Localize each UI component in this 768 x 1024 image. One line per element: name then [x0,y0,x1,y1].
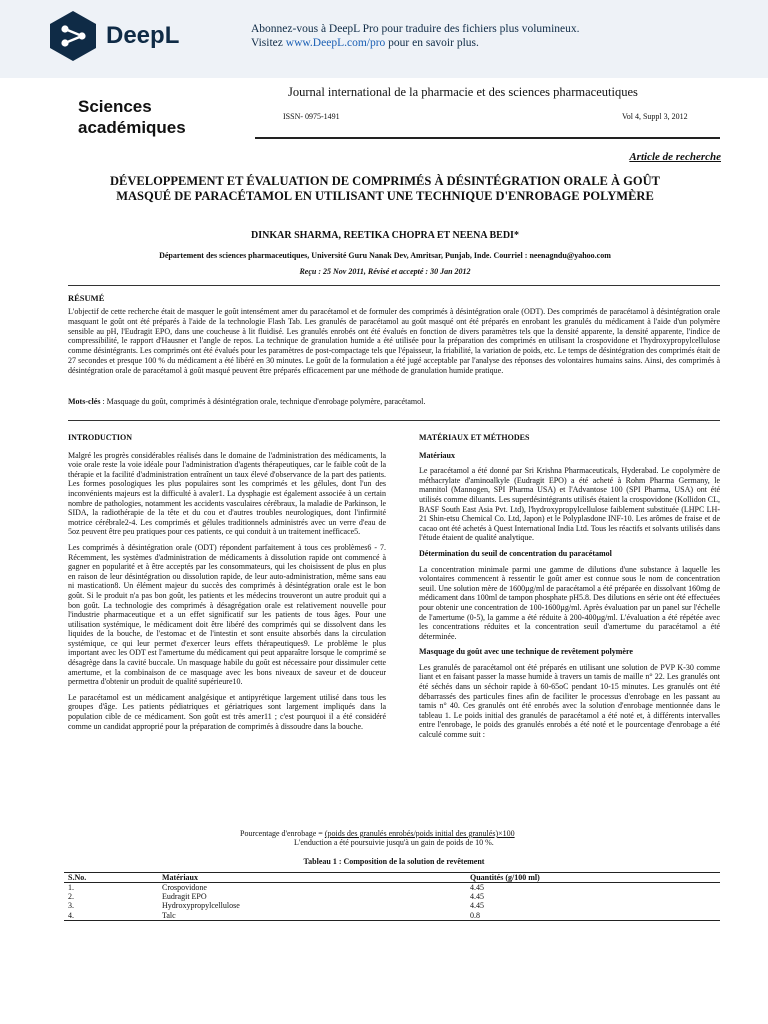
intro-paragraph-3: Le paracétamol est un médicament analgésique et antipyrétique largement utilisé dans tous les groupes d'âge. Les patients pédiatriques et gériatriques sont largement impliqués dans la population cible de ce médicament. Son goût est très amer11 ; c'est pourquoi il a été considéré comme un candidat approprié pour la préparation de comprimés à dissoudre dans la bouche. [68,692,386,731]
affiliation: Département des sciences pharmaceutiques, Université Guru Nanak Dev, Amritsar, Punjab, Inde. Courriel : neenagndu@yahoo.com [159,251,611,260]
coating-composition-table [64,872,720,921]
table-cell-quantity: 0.8 [470,910,480,920]
table-cell-material: Eudragit EPO [162,892,207,902]
table-cell-material: Hydroxypropylcellulose [162,901,240,911]
table-cell-quantity: 4.45 [470,883,484,892]
journal-name: Journal international de la pharmacie et des sciences pharmaceutiques [288,85,638,99]
table-header-quantity: Quantités (g/100 ml) [466,873,720,883]
banner-line-2-suffix: pour en savoir plus. [385,37,479,49]
table-row [64,901,720,910]
formula-note: L'enduction a été poursuivie jusqu'à un gain de poids de 10 %. [294,838,494,847]
threshold-subheading: Détermination du seuil de concentration du paracétamol [419,548,612,558]
formula-label: Pourcentage d'enrobage = [240,829,325,838]
intro-paragraph-2: Les comprimés à désintégration orale (ODT) répondent parfaitement à tous ces problèmes6 - 7. Récemment, les systèmes d'administration de médicaments à dissolution rapide ont commencé à gagner en popularité et à être acceptés par les consommateurs, qui les choisissent de plus en plus en raison de leur désintégration ou dissolution rapide, de leur auto-administration, même sans eau ni mastication8. Un élément majeur du succès des comprimés à désintégration orale est le bon goût. Si le produit n'a pas bon goût, les patients et les médecins trouveront un autre produit qui a bon goût. La technologie des comprimés à désagrégation orale est relativement nouvelle pour l'industrie pharmaceutique et a un effet significatif sur les patients de tous âges. Pour une utilisation systémique, le médicament doit être libéré des comprimés qui se dissolvent dans les liquides de la bouche, de l'estomac et de l'intestin et sont ensuite absorbés dans la circulation systémique, ce qui leur permet d'exercer leurs effets thérapeutiques9. Le problème le plus important avec les ODT est l'amertume du médicament qui peut apparaître lorsque le comprimé se désagrège dans la cavité buccale. Un masquage habile du goût est nécessaire pour dissimuler cette amertume, et la combinaison de ce masquage avec les bons niveaux de saveur et de douceur permettra d'obtenir un produit de qualité supérieure10. [68,542,386,687]
deepl-logo-icon [48,10,98,62]
table-row [64,892,720,901]
title-line-2: MASQUÉ DE PARACÉTAMOL EN UTILISANT UNE TECHNIQUE D'ENROBAGE POLYMÈRE [116,189,654,203]
table-cell-material: Crospovidone [162,883,207,892]
banner-message [251,22,580,50]
banner-line-2 [251,36,580,50]
volume-info: Vol 4, Suppl 3, 2012 [622,112,688,121]
keywords-label: Mots-clés [68,397,101,406]
abstract-text: L'objectif de cette recherche était de masquer le goût intensément amer du paracétamol et de formuler des comprimés à désintégration orale (ODT). Des comprimés de paracétamol à désintégration orale masquant le goût ont été préparés à l'aide de la technologie Flash Tab. Les granulés de paracétamol au goût masqué ont été préparés en enrobant les granulés du médicament à l'aide d'un polymère sensible au pH, l'Eudragit EPO, dans une coucheuse à lit fluidisé. Les granulés enrobés ont été évalués en fonction de divers paramètres tels que la densité apparente, la densité apparente, l'indice de compressibilité, le rapport d'Hausner et l'angle de repos. La technique de granulation humide a été utilisée pour la préparation des comprimés en utilisant la crospovidone et l'hydroxypropylcellulose comme désintégrants. Les comprimés ont été évalués pour les paramètres de post-compactage tels que l'épaisseur, la friabilité, la variation de poids, etc. Le temps de désintégration des comprimés était de 27 secondes et presque 100 % du médicament a été libéré en 30 minutes. Le goût de la formulation a été jugé acceptable par l'analyse des réponses des volontaires humains sains. Ainsi, des comprimés à désintégration orale de paracétamol à goût masqué peuvent être préparés efficacement par une méthode de granulation humide pratique. [68,307,720,375]
table-cell-sno: 2. [68,892,74,902]
methods-heading: MATÉRIAUX ET MÉTHODES [419,433,530,442]
coating-formula [240,829,600,847]
authors: DINKAR SHARMA, REETIKA CHOPRA ET NEENA BEDI* [251,230,519,241]
right-column [419,433,720,746]
table-cell-quantity: 4.45 [470,892,484,902]
intro-paragraph-1: Malgré les progrès considérables réalisés dans le domaine de l'administration des médicaments, la voie orale reste la voie idéale pour l'administration d'agents thérapeutiques, car le faible coût de la thérapie et la facilité d'administration entraînent un taux élevé d'observance de la part des patients. Les formes posologiques les plus populaires sont les comprimés et les gélules, dont l'un des inconvénients majeurs est la difficulté à avaler1. La dysphagie est également associée à un certain nombre de pathologies, notamment les accidents vasculaires cérébraux, la maladie de Parkinson, le SIDA, la radiothérapie de la tête et du cou et d'autres troubles neurologiques, dont l'infirmité motrice cérébrale2-4. Les comprimés et gélules traditionnels administrés avec un verre d'eau de 5oz peuvent être peu pratiques pour ces patients, ce qui conduit à un traitement inefficace5. [68,450,386,537]
left-column [68,433,386,737]
deepl-pro-link[interactable]: www.DeepL.com/pro [285,37,386,49]
abstract-bottom-divider [68,420,720,421]
coating-subheading: Masquage du goût avec une technique de revêtement polymère [419,647,633,657]
coating-paragraph: Les granulés de paracétamol ont été préparés en utilisant une solution de PVP K-30 comme liant et en faisant passer la masse humide à travers un tamis de maille n° 22. Les granulés ont été séchés dans un séchoir rapide à 60-65oC pendant 10-15 minutes. Les granulés ont été débarrassés des particules fines afin de faciliter le processus d'enrobage en les passant au tamis n° 40. Ces granulés ont été enrobés avec la solution d'enrobage mentionnée dans le tableau 1. Le poids initial des granulés de paracétamol a été noté et, à différents intervalles entre l'enrobage, le poids des granulés enrobés a été noté et le pourcentage d'enrobage a été calculé comme suit : [419,662,720,740]
deepl-logo[interactable] [48,10,198,62]
formula-expression: (poids des granulés enrobés/poids initial des granulés)×100 [324,829,515,838]
table-cell-sno: 4. [68,910,74,920]
issn: ISSN- 0975-1491 [283,112,340,121]
table-header-row [64,873,720,883]
publisher-brand [78,96,186,138]
table-caption: Tableau 1 : Composition de la solution de revêtement [303,857,485,866]
article-title [80,174,690,204]
table-header-sno: S.No. [64,873,158,883]
table-header-materials: Matériaux [158,873,466,883]
table-cell-quantity: 4.45 [470,901,484,911]
brand-line-2: académiques [78,118,186,137]
keywords-text: : Masquage du goût, comprimés à désintégration orale, technique d'enrobage polymère, paracétamol. [100,397,426,406]
table-cell-sno: 3. [68,901,74,911]
brand-line-1: Sciences [78,97,152,116]
keywords [68,397,720,406]
threshold-paragraph: La concentration minimale parmi une gamme de dilutions d'une substance à laquelle les volontaires commencent à ressentir le goût amer est connue sous le nom de concentration seuil. Une solution mère de 1600µg/ml de paracétamol a été préparée en dissolvant 160mg de médicament dans 100ml de tampon phosphate pH5.8. Des dilutions en série ont été effectuées pour obtenir une concentration de 100-1600µg/ml. Après évaluation par un panel sur l'échelle de l'amertume (0-5), la gamme a été réduite à 200-400µg/ml. L'évaluation a été répétée avec les concentrations réduites et la concentration seuil d'amertume du paracétamol a été déterminée. [419,564,720,641]
abstract-top-divider [68,285,720,286]
title-line-1: DÉVELOPPEMENT ET ÉVALUATION DE COMPRIMÉS À DÉSINTÉGRATION ORALE À GOÛT [110,174,660,188]
deepl-banner [0,0,768,78]
received-dates: Reçu : 25 Nov 2011, Révisé et accepté : 30 Jan 2012 [299,267,471,276]
banner-line-2-prefix: Visitez [251,37,286,49]
table-cell-sno: 1. [68,883,74,892]
materials-paragraph: Le paracétamol a été donné par Sri Krishna Pharmaceuticals, Hyderabad. Le copolymère de méthacrylate d'aminoalkyle (Eudragit EPO) a été acheté à Rohm Pharma Germany, le mannitol (Mannogen, SPI Pharma USA) et l'Advantose 100 (SPI Pharma, USA) ont été utilisés comme diluants. Les superdésintégrants utilisés étaient la crospovidone (Kollidon CL, BASF South East Asia Pvt. Ltd), l'hydroxypropylcellulose faiblement substituée (LHPC LH-21 Shin-etsu Chemical Co. Ltd, Japon) et le Polyplasdone INF-10. Les arômes de fraise et de cacao ont été achetés à Quest International India Ltd. Tous les réactifs et solvants utilisés dans l'étude étaient de qualité analytique. [419,466,720,543]
materials-subheading: Matériaux [419,450,455,460]
header-divider [255,137,720,139]
article-type: Article de recherche [629,151,721,163]
deepl-logo-text: DeepL [106,22,180,49]
banner-line-1: Abonnez-vous à DeepL Pro pour traduire des fichiers plus volumineux. [251,23,580,35]
introduction-heading: INTRODUCTION [68,433,133,442]
table-row [64,911,720,921]
table-row [64,883,720,893]
abstract-heading: RÉSUMÉ [68,293,105,303]
table-cell-material: Talc [162,910,176,920]
